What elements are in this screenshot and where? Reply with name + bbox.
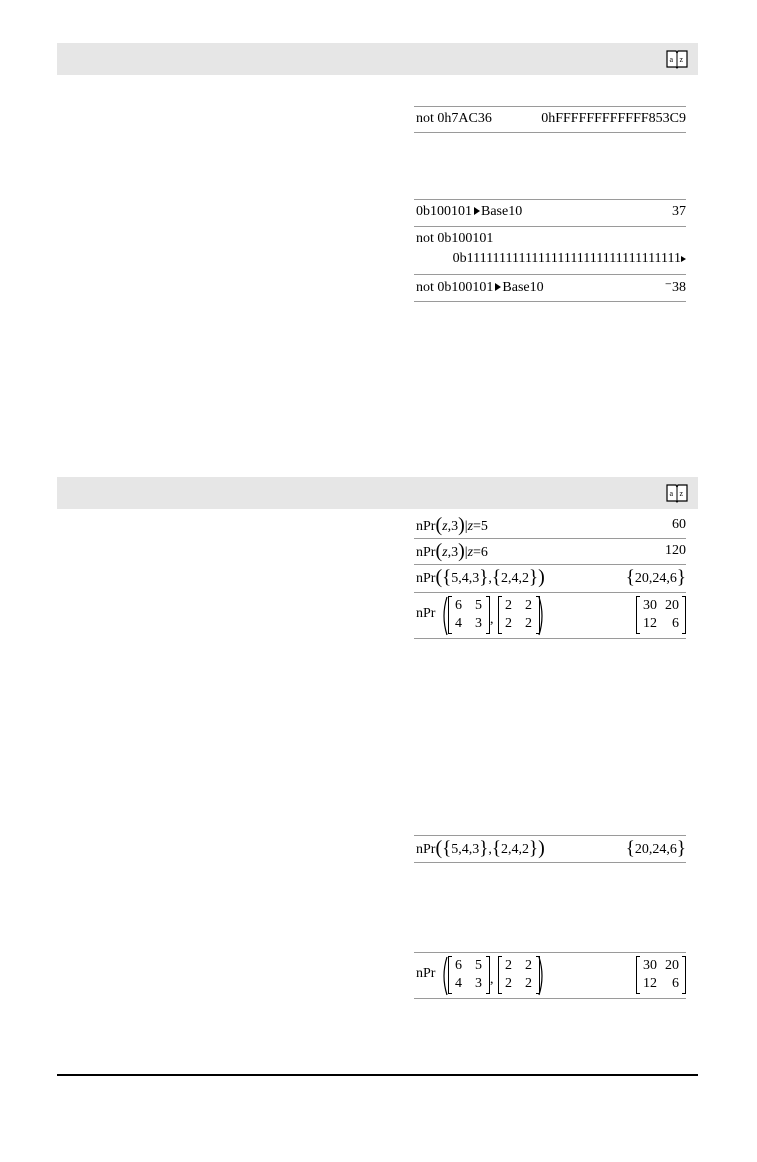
example-row xyxy=(416,594,686,636)
example-divider xyxy=(414,638,686,639)
matrix: 6 5 4 3 xyxy=(448,596,490,634)
example-row xyxy=(416,201,686,223)
convert-arrow-icon xyxy=(474,207,480,215)
expression: 0b100101 Base10 xyxy=(416,204,523,219)
result-matrix: 30 20 12 6 xyxy=(636,956,686,994)
example-divider xyxy=(414,301,686,302)
example-divider xyxy=(414,199,686,200)
svg-text:a: a xyxy=(669,489,674,498)
expression: nPr(z,3)|z=5 xyxy=(416,514,488,536)
expression: not 0b100101 xyxy=(416,231,494,246)
example-divider xyxy=(414,226,686,227)
expression: nPr(z,3)|z=6 xyxy=(416,540,488,562)
expression: nPr({5,4,3},{2,4,2}) xyxy=(416,566,545,588)
matrix: 6 5 4 3 xyxy=(448,956,490,994)
matrix: 2 2 2 2 xyxy=(498,956,540,994)
result: 60 xyxy=(672,517,686,532)
svg-text:z: z xyxy=(679,489,684,498)
example-divider xyxy=(414,592,686,593)
example-divider xyxy=(414,564,686,565)
example-divider xyxy=(414,106,686,107)
example-divider xyxy=(414,862,686,863)
example-row xyxy=(416,514,686,536)
example-divider xyxy=(414,538,686,539)
book-icon xyxy=(666,49,688,69)
expression: nPr({5,4,3},{2,4,2}) xyxy=(416,837,545,859)
left-paren xyxy=(440,596,448,636)
result-matrix: 30 20 12 6 xyxy=(636,596,686,634)
separator-comma: , xyxy=(490,972,494,987)
footer-rule xyxy=(57,1074,698,1076)
result: ⁻38 xyxy=(664,280,686,295)
section-header-bar xyxy=(57,43,698,75)
example-row xyxy=(416,248,686,270)
function-name: nPr xyxy=(416,606,436,621)
separator-comma: , xyxy=(490,612,494,627)
book-icon xyxy=(666,483,688,503)
function-name: nPr xyxy=(416,966,436,981)
example-row xyxy=(416,228,686,250)
matrix: 2 2 2 2 xyxy=(498,596,540,634)
example-divider xyxy=(414,952,686,953)
expression: not 0h7AC36 xyxy=(416,111,492,126)
result: 37 xyxy=(672,204,686,219)
result: {20,24,6} xyxy=(625,838,686,859)
expression: not 0b100101 Base10 xyxy=(416,280,544,295)
example-divider xyxy=(414,274,686,275)
example-row xyxy=(416,277,686,299)
example-divider xyxy=(414,132,686,133)
convert-arrow-icon xyxy=(495,283,501,291)
right-paren xyxy=(538,596,546,636)
example-row xyxy=(416,837,686,859)
result: 0hFFFFFFFFFFFF853C9 xyxy=(541,111,686,126)
example-row xyxy=(416,108,686,130)
result: 120 xyxy=(665,543,686,558)
result: 0b111111111111111111111111111111111 xyxy=(453,248,686,270)
example-divider xyxy=(414,835,686,836)
example-row xyxy=(416,954,686,996)
svg-text:a: a xyxy=(669,55,674,64)
svg-text:z: z xyxy=(679,55,684,64)
example-row xyxy=(416,540,686,562)
right-paren xyxy=(538,956,546,996)
section-header-bar xyxy=(57,477,698,509)
example-divider xyxy=(414,998,686,999)
left-paren xyxy=(440,956,448,996)
more-right-arrow-icon xyxy=(681,256,686,262)
result: {20,24,6} xyxy=(625,567,686,588)
example-row xyxy=(416,566,686,588)
